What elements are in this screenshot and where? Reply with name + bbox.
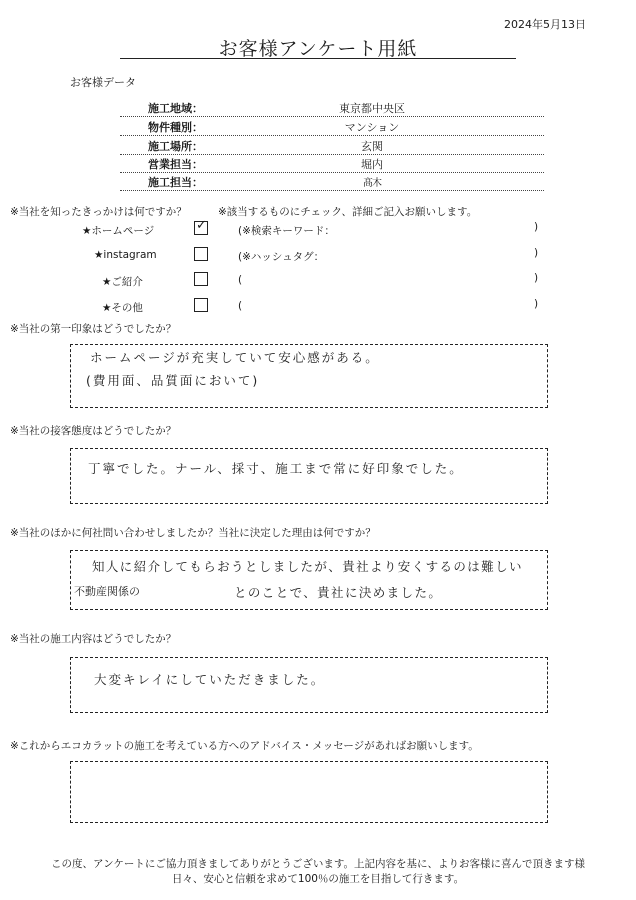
customer-row-value: 東京都中央区 bbox=[339, 102, 405, 115]
question-advice: ※これからエコカラットの施工を考えている方へのアドバイス・メッセージがあればお願いします。 bbox=[10, 740, 479, 752]
answer-other-companies-line1: 知人に紹介してもらおうとしましたが、貴社より安くするのは難しい bbox=[92, 559, 523, 574]
answer-first-impression-line2: (費用面、品質面において) bbox=[86, 373, 260, 388]
source-label-homepage: ★ホームページ bbox=[82, 225, 155, 237]
page-title: お客様アンケート用紙 bbox=[218, 38, 418, 60]
checkbox-other[interactable] bbox=[194, 298, 208, 312]
question-other-companies: ※当社のほかに何社問い合わせしましたか？当社に決定した理由は何ですか？ bbox=[10, 527, 376, 539]
question-source-note: ※該当するものにチェック、詳細ご記入お願いします。 bbox=[218, 206, 478, 218]
source-detail-keyword: (※検索キーワード： bbox=[238, 225, 335, 237]
checkmark-icon: ✓ bbox=[196, 218, 207, 233]
source-detail-hashtag: (※ハッシュタグ： bbox=[238, 251, 325, 263]
customer-row-label: 施工地域： bbox=[148, 102, 203, 115]
source-paren-close: ) bbox=[534, 298, 539, 310]
customer-row-value: 堀内 bbox=[361, 158, 383, 171]
customer-row-area bbox=[120, 98, 544, 117]
customer-row-place bbox=[120, 136, 544, 155]
question-first-impression: ※当社の第一印象はどうでしたか？ bbox=[10, 323, 177, 335]
source-label-referral: ★ご紹介 bbox=[102, 276, 143, 288]
customer-row-sales bbox=[120, 154, 544, 173]
answer-construction: 大変キレイにしていただきました。 bbox=[94, 672, 326, 687]
answer-first-impression-line1: ホームページが充実していて安心感がある。 bbox=[90, 350, 380, 365]
customer-section-label: お客様データ bbox=[70, 76, 136, 89]
source-detail-referral: ( bbox=[238, 274, 243, 286]
footer-line1: この度、アンケートにご協力頂きましてありがとうございます。上記内容を基に、よりお客様に喜んで頂きます様 bbox=[50, 858, 586, 870]
answer-service-attitude: 丁寧でした。ナール、採寸、施工まで常に好印象でした。 bbox=[88, 461, 464, 476]
question-construction: ※当社の施工内容はどうでしたか？ bbox=[10, 633, 177, 645]
customer-row-value: マンション bbox=[344, 121, 400, 134]
source-detail-other: ( bbox=[238, 300, 243, 312]
survey-date: 2024年5月13日 bbox=[504, 18, 586, 31]
checkbox-referral[interactable] bbox=[194, 272, 208, 286]
customer-row-label: 物件種別： bbox=[148, 121, 203, 134]
customer-row-label: 施工担当： bbox=[148, 176, 203, 189]
answer-other-companies-line2: とのことで、貴社に決めました。 bbox=[234, 585, 443, 600]
source-paren-close: ) bbox=[534, 272, 539, 284]
source-label-other: ★その他 bbox=[102, 302, 143, 314]
customer-row-installer bbox=[120, 172, 544, 191]
footer-line2: 日々、安心と信頼を求めて100％の施工を目指して行きます。 bbox=[171, 873, 465, 885]
source-paren-close: ) bbox=[534, 247, 539, 259]
question-source: ※当社を知ったきっかけは何ですか？ bbox=[10, 206, 187, 218]
source-label-instagram: ★instagram bbox=[94, 249, 157, 261]
checkbox-homepage[interactable] bbox=[194, 218, 208, 235]
customer-row-type bbox=[120, 117, 544, 136]
answer-box-advice bbox=[70, 761, 548, 823]
title-underline bbox=[120, 58, 516, 59]
customer-row-label: 営業担当： bbox=[148, 158, 203, 171]
installer-signature: 髙木 bbox=[363, 178, 381, 189]
answer-other-companies-prefix: 不動産関係の bbox=[74, 585, 140, 598]
customer-row-label: 施工場所： bbox=[148, 140, 203, 153]
customer-row-value: 玄関 bbox=[361, 140, 383, 153]
checkbox-instagram[interactable] bbox=[194, 247, 208, 261]
question-service-attitude: ※当社の接客態度はどうでしたか？ bbox=[10, 425, 177, 437]
source-paren-close: ) bbox=[534, 221, 539, 233]
